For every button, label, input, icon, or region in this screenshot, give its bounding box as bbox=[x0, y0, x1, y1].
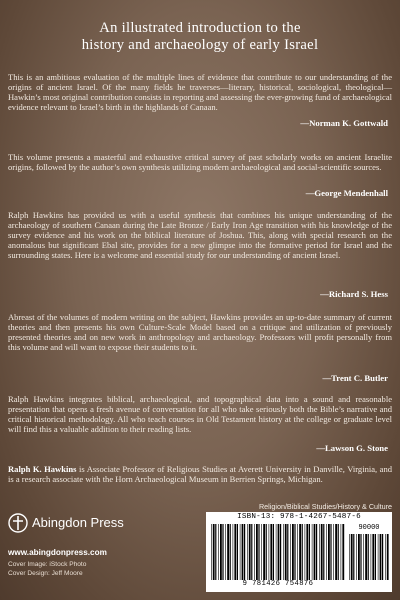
headline-line-1: An illustrated introduction to the bbox=[99, 20, 301, 36]
review-text: Ralph Hawkins integrates biblical, archaeological, and topographical data into a sound and reasonable presentation that opens a fresh avenue of conversation for all who take seriously both the Bible’s narrative and critical historical methodology. All who teach courses in Old Testament history at the college or graduate level will find this a valuable addition to their reading lists. bbox=[8, 394, 392, 435]
publisher-logo bbox=[8, 512, 148, 538]
ean-barcode-bars bbox=[210, 524, 346, 580]
review-author: —Lawson G. Stone bbox=[316, 443, 388, 453]
barcode bbox=[206, 512, 392, 592]
abingdon-logo-icon bbox=[8, 513, 28, 533]
review-text: This is an ambitious evaluation of the multiple lines of evidence that contribute to our understanding of the origins of ancient Israel. Of the many fields he traverses—literary, historical, sociological, theological—Hawkin’s most original contribution consists in reporting and assessing the ever-growing fund of archaeological evidence relevant to Israel’s birth in the highlands of Canaan. bbox=[8, 72, 392, 113]
review-text: This volume presents a masterful and exhaustive critical survey of past scholarly works on ancient Israelite origins, followed by the author’s own synthesis utilizing modern archaeological and social-scientific sources. bbox=[8, 152, 392, 173]
isbn-label: ISBN-13: 978-1-4267-5487-6 bbox=[237, 513, 361, 521]
cover-design-credit: Cover Design: Jeff Moore bbox=[8, 570, 83, 577]
review-author: —George Mendenhall bbox=[305, 188, 388, 198]
author-bio bbox=[8, 464, 392, 484]
headline bbox=[0, 20, 400, 54]
review-author: —Richard S. Hess bbox=[320, 289, 388, 299]
review-author: —Trent C. Butler bbox=[322, 373, 388, 383]
publisher-website[interactable]: www.abingdonpress.com bbox=[8, 548, 107, 557]
ean-digits: 9 781426 754876 bbox=[242, 580, 314, 588]
price-barcode-bars bbox=[348, 534, 390, 580]
cover-image-credit: Cover Image: iStock Photo bbox=[8, 561, 87, 568]
review-author: —Norman K. Gottwald bbox=[300, 118, 388, 128]
author-bio-text: is Associate Professor of Religious Studies at Averett University in Danville, Virginia, and is a research associate with the Horn Archaeological Museum in Berrien Springs, Michigan. bbox=[8, 464, 392, 485]
review-text: Abreast of the volumes of modern writing on the subject, Hawkins provides an up-to-date summary of current theories and then presents his own Culture-Scale Model based on a critique and utilization of previously presented theories and on new work in anthropology and archaeology. Professors will profit personally from this volume and will want to expose their students to it. bbox=[8, 312, 392, 353]
publisher-name: Abingdon Press bbox=[32, 515, 124, 530]
review-text: Ralph Hawkins has provided us with a useful synthesis that combines his unique understanding of the archaeology of southern Canaan during the Late Bronze / Early Iron Age transition with his knowledge of the survey evidence and his work on the biblical literature of Joshua. This, along with special research on the anomalous but significant Ebal site, provides for a new glimpse into the formative period for Israel and the surrounding states. Here is a welcome and essential study for our understanding of ancient Israel. bbox=[8, 210, 392, 261]
author-name: Ralph K. Hawkins bbox=[8, 464, 77, 474]
headline-line-2: history and archaeology of early Israel bbox=[81, 37, 319, 53]
category-label: Religion/Biblical Studies/History & Culture bbox=[258, 502, 392, 511]
price-code: 90000 bbox=[358, 524, 380, 532]
